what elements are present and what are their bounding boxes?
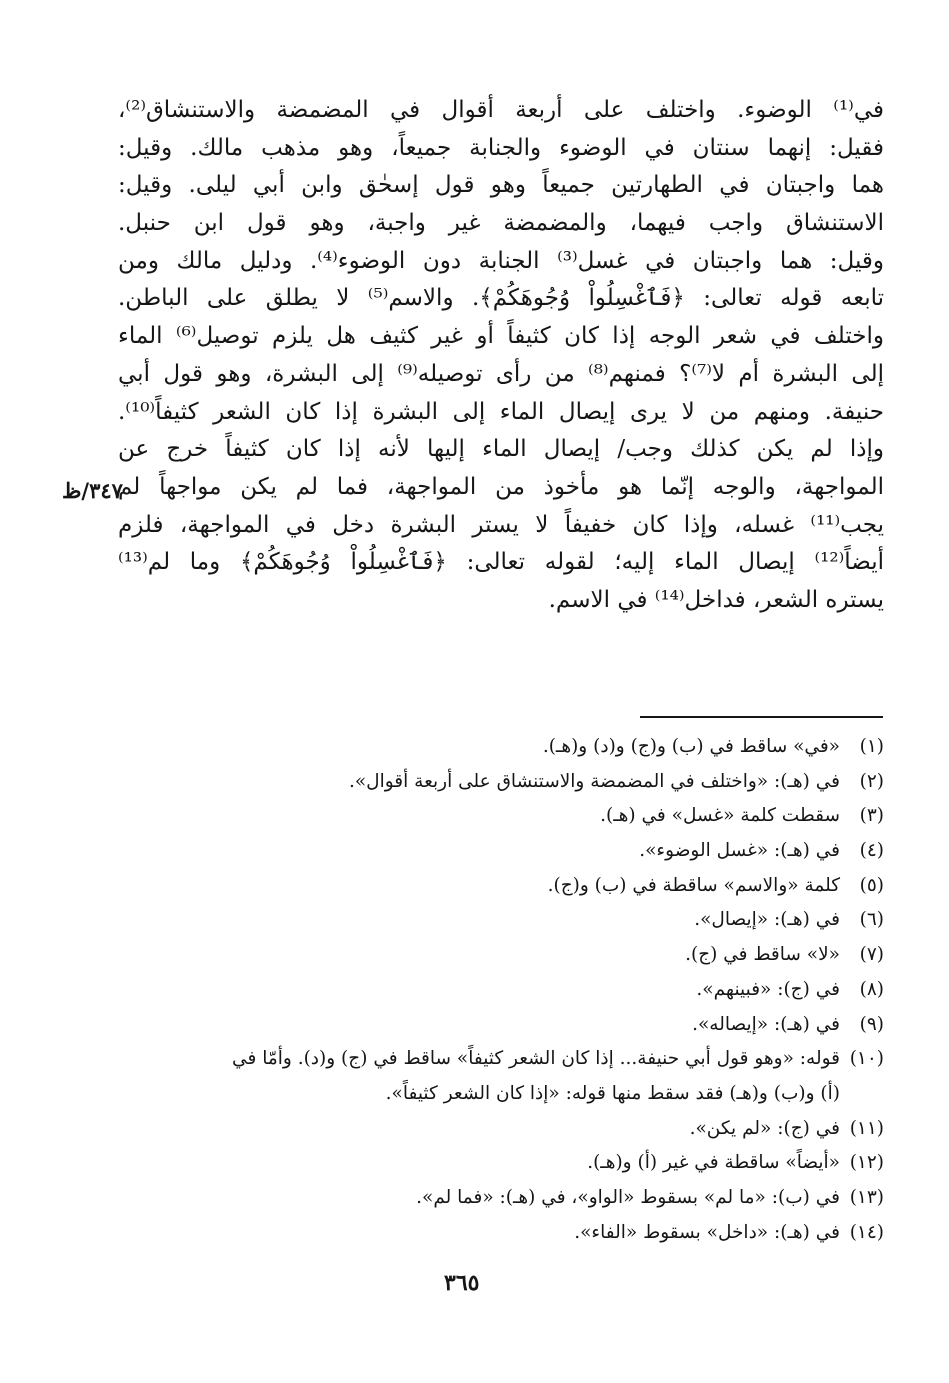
footnote bbox=[125, 1042, 884, 1077]
footnote-number: (٨) bbox=[859, 978, 884, 1000]
footnote bbox=[125, 834, 884, 869]
text-line: هما واجبتان في الطهارتين جميعاً وهو قول إسحٰق وابن أبي ليلى. وقيل: bbox=[118, 172, 884, 199]
footnote bbox=[125, 1008, 884, 1043]
footnote-text: (أ) و(ب) و(هـ) فقد سقط منها قوله: «إذا كان الشعر كثيفاً». bbox=[385, 1082, 840, 1104]
footnote-text: قوله: «وهو قول أبي حنيفة... إذا كان الشعر كثيفاً» ساقط في (ج) و(د). وأمّا في bbox=[232, 1048, 840, 1070]
page-number: ٣٦٥ bbox=[444, 1270, 480, 1296]
footnote-number: (٣) bbox=[859, 805, 884, 827]
footnote-number: (١٠) bbox=[849, 1048, 884, 1070]
footnote bbox=[125, 730, 884, 765]
footnote bbox=[125, 1146, 884, 1181]
text-line: يجب⁽¹¹⁾ غسله، وإذا كان خفيفاً لا يستر البشرة دخل في المواجهة، فلزم bbox=[118, 511, 884, 538]
text-line: تابعه قوله تعالى: ﴿فَٱغْسِلُواْ وُجُوهَكُمْ﴾. والاسم⁽⁵⁾ لا يطلق على الباطن. bbox=[118, 285, 884, 312]
footnote-text: سقطت كلمة «غسل» في (هـ). bbox=[600, 805, 840, 827]
footnote-number: (٧) bbox=[859, 944, 884, 966]
footnote-text: «لا» ساقط في (ج). bbox=[685, 944, 840, 966]
footnote bbox=[125, 799, 884, 834]
manuscript-folio-marker: ٣٤٧/ظ bbox=[62, 478, 123, 503]
footnote-number: (٢) bbox=[859, 770, 884, 792]
footnote-number: (١) bbox=[859, 736, 884, 757]
footnote-text: في (هـ): «إيصال». bbox=[694, 909, 840, 931]
footnote-text: في (هـ): «واختلف في المضمضة والاستنشاق على أربعة أقوال». bbox=[348, 770, 840, 792]
text-line: الاستنشاق واجب فيهما، والمضمضة غير واجبة، وهو قول ابن حنبل. bbox=[118, 210, 884, 237]
text-line: إلى البشرة أم لا⁽⁷⁾؟ فمنهم⁽⁸⁾ من رأى توصيله⁽⁹⁾ إلى البشرة، وهو قول أبي bbox=[118, 360, 884, 387]
main-text-block bbox=[118, 92, 884, 620]
footnote-text: في (هـ): «إيصاله». bbox=[692, 1013, 840, 1035]
text-line: واختلف في شعر الوجه إذا كان كثيفاً أو غير كثيف هل يلزم توصيل⁽⁶⁾ الماء bbox=[118, 323, 884, 350]
footnote-number: (١٤) bbox=[849, 1221, 884, 1243]
footnote-number: (٥) bbox=[859, 874, 884, 896]
footnote bbox=[125, 903, 884, 938]
footnote bbox=[125, 1181, 884, 1216]
text-line: المواجهة، والوجه إنّما هو مأخوذ من المواجهة، فما لم يكن مواجهاً لم bbox=[118, 473, 884, 500]
footnote bbox=[125, 869, 884, 904]
text-line: حنيفة. ومنهم من لا يرى إيصال الماء إلى البشرة إذا كان الشعر كثيفاً⁽¹⁰⁾. bbox=[118, 398, 884, 425]
footnote bbox=[125, 1216, 884, 1251]
footnote bbox=[125, 765, 884, 800]
footnote-number: (١٢) bbox=[849, 1152, 884, 1174]
text-line: وإذا لم يكن كذلك وجب/ إيصال الماء إليها لأنه إذا كان كثيفاً خرج عن bbox=[118, 436, 884, 463]
footnote-text: «في» ساقط في (ب) و(ج) و(د) و(هـ). bbox=[542, 736, 840, 757]
text-line: أيضاً⁽¹²⁾ إيصال الماء إليه؛ لقوله تعالى: ﴿فَٱغْسِلُواْ وُجُوهَكُمْ﴾ وما لم⁽¹³⁾ bbox=[118, 549, 884, 576]
footnote-text: «أيضاً» ساقطة في غير (أ) و(هـ). bbox=[587, 1152, 840, 1174]
text-line: وقيل: هما واجبتان في غسل⁽³⁾ الجنابة دون الوضوء⁽⁴⁾. ودليل مالك ومن bbox=[118, 247, 884, 274]
footnote bbox=[125, 1112, 884, 1147]
footnote-continuation bbox=[125, 1077, 884, 1112]
text-line: فقيل: إنهما سنتان في الوضوء والجنابة جميعاً، وهو مذهب مالك. وقيل: bbox=[118, 134, 884, 161]
footnote-separator bbox=[640, 716, 883, 718]
footnote-number: (١٣) bbox=[849, 1186, 884, 1208]
footnote-text: في (هـ): «داخل» بسقوط «الفاء». bbox=[574, 1221, 840, 1243]
footnote bbox=[125, 938, 884, 973]
footnote-text: كلمة «والاسم» ساقطة في (ب) و(ج). bbox=[547, 874, 840, 896]
footnote-text: في (ج): «فبينهم». bbox=[696, 978, 840, 1000]
text-line: يستره الشعر، فداخل⁽¹⁴⁾ في الاسم. bbox=[548, 586, 884, 613]
footnotes-block bbox=[125, 730, 884, 1250]
footnote-text: في (هـ): «غسل الوضوء». bbox=[639, 840, 840, 862]
footnote-number: (٦) bbox=[859, 909, 884, 931]
footnote-number: (١١) bbox=[849, 1117, 884, 1139]
footnote-number: (٩) bbox=[859, 1013, 884, 1035]
footnote-text: في (ج): «لم يكن». bbox=[689, 1117, 840, 1139]
footnote-text: في (ب): «ما لم» بسقوط «الواو»، في (هـ): «فما لم». bbox=[416, 1186, 840, 1208]
footnote bbox=[125, 973, 884, 1008]
text-line: في⁽¹⁾ الوضوء. واختلف على أربعة أقوال في المضمضة والاستنشاق⁽²⁾، bbox=[118, 97, 884, 123]
footnote-number: (٤) bbox=[859, 840, 884, 862]
